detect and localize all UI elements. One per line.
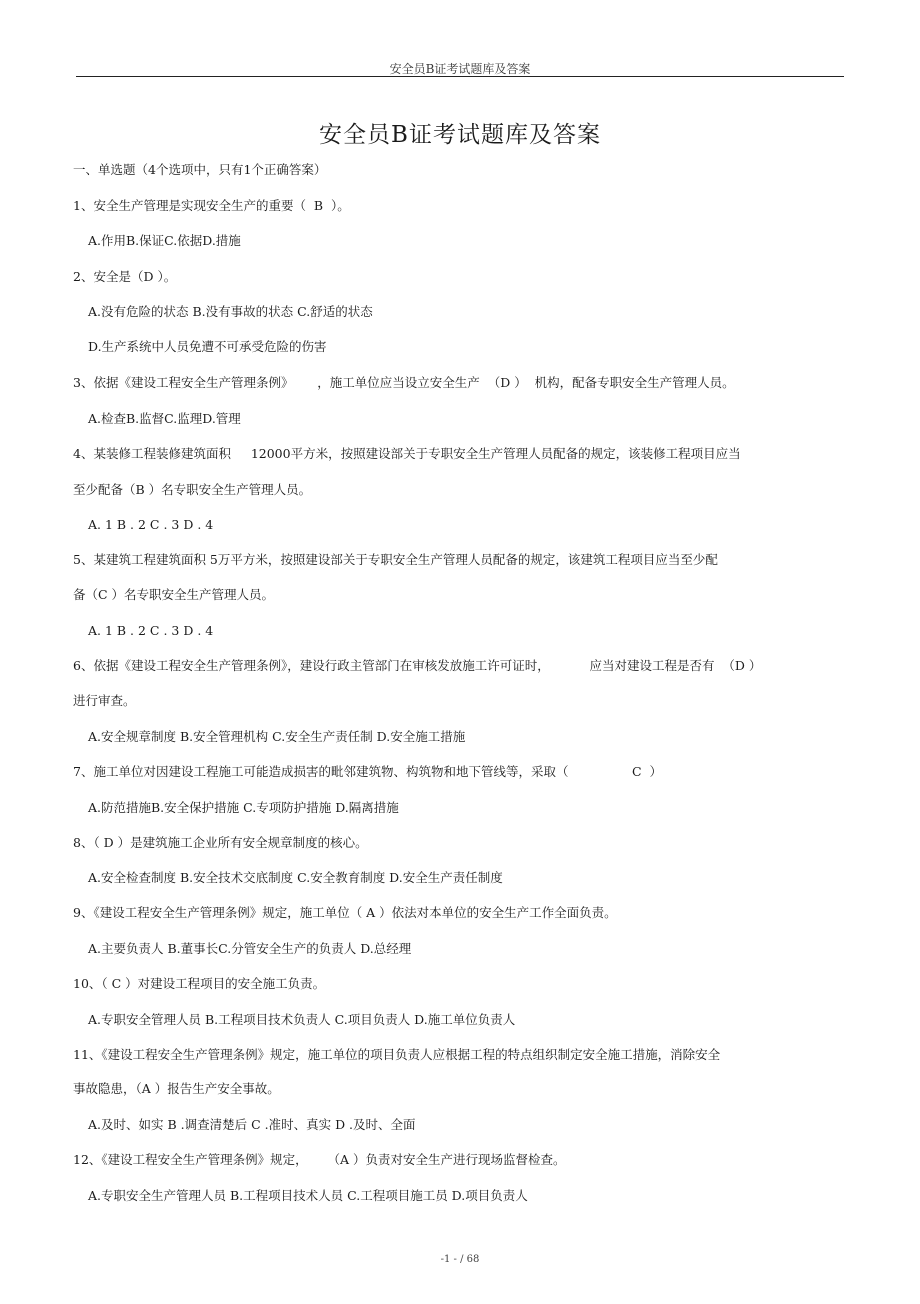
options-line: A.防范措施B.安全保护措施 C.专项防护措施 D.隔离措施 — [88, 800, 399, 815]
question-line: 进行审查。 — [73, 693, 136, 708]
section-heading: 一、单选题（4个选项中，只有1个正确答案） — [73, 162, 327, 177]
options-line: A.主要负责人 B.董事长C.分管安全生产的负责人 D.总经理 — [88, 941, 412, 956]
question-line: 11、《建设工程安全生产管理条例》规定，施工单位的项目负责人应根据工程的特点组织制定安全施工措施，消除安全 — [73, 1047, 721, 1062]
document-title: 安全员B证考试题库及答案 — [319, 122, 601, 148]
running-header-title: 安全员B证考试题库及答案 — [389, 62, 531, 76]
question-line: 12、《建设工程安全生产管理条例》规定， （A ）负责对安全生产进行现场监督检查。 — [73, 1152, 566, 1167]
options-line: A.没有危险的状态 B.没有事故的状态 C.舒适的状态 — [88, 304, 373, 319]
question-line: 1、安全生产管理是实现安全生产的重要（ B ）。 — [73, 198, 350, 213]
question-line: 3、依据《建设工程安全生产管理条例》 ，施工单位应当设立安全生产 （D ） 机构，配备专职安全生产管理人员。 — [73, 375, 735, 390]
options-line: A.安全检查制度 B.安全技术交底制度 C.安全教育制度 D.安全生产责任制度 — [88, 870, 503, 885]
options-line: A.专职安全生产管理人员 B.工程项目技术人员 C.工程项目施工员 D.项目负责人 — [88, 1188, 528, 1203]
question-line: 9、《建设工程安全生产管理条例》规定，施工单位（ A ）依法对本单位的安全生产工作全面负责。 — [73, 905, 617, 920]
options-line: A.检查B.监督C.监理D.管理 — [88, 411, 241, 426]
header-divider — [76, 76, 844, 77]
question-line: 至少配备（B ）名专职安全生产管理人员。 — [73, 482, 312, 497]
page-number: -1 - / 68 — [440, 1254, 480, 1265]
question-line: 4、某装修工程装修建筑面积 12000平方米，按照建设部关于专职安全生产管理人员配备的规定，该装修工程项目应当 — [73, 446, 741, 461]
question-line: 2、安全是（D ）。 — [73, 269, 177, 284]
options-line: D.生产系统中人员免遭不可承受危险的伤害 — [88, 339, 327, 354]
question-line: 6、依据《建设工程安全生产管理条例》，建设行政主管部门在审核发放施工许可证时， 应当对建设工程是否有 （D ） — [73, 658, 762, 673]
question-line: 事故隐患，（A ）报告生产安全事故。 — [73, 1081, 280, 1096]
question-line: 8、（ D ）是建筑施工企业所有安全规章制度的核心。 — [73, 835, 368, 850]
question-line: 7、施工单位对因建设工程施工可能造成损害的毗邻建筑物、构筑物和地下管线等，采取（ C ） — [73, 764, 663, 779]
options-line: A.作用B.保证C.依据D.措施 — [88, 233, 241, 248]
question-line: 5、某建筑工程建筑面积 5万平方米，按照建设部关于专职安全生产管理人员配备的规定，该建筑工程项目应当至少配 — [73, 552, 718, 567]
question-line: 10、（ C ）对建设工程项目的安全施工负责。 — [73, 976, 326, 991]
options-line: A.安全规章制度 B.安全管理机构 C.安全生产责任制 D.安全施工措施 — [88, 729, 466, 744]
options-line: A.及时、如实 B .调查清楚后 C .准时、真实 D .及时、全面 — [88, 1117, 416, 1132]
options-line: A.专职安全管理人员 B.工程项目技术负责人 C.项目负责人 D.施工单位负责人 — [88, 1012, 516, 1027]
options-line: A. 1 B . 2 C . 3 D . 4 — [88, 623, 214, 638]
question-line: 备（C ）名专职安全生产管理人员。 — [73, 587, 275, 602]
options-line: A. 1 B . 2 C . 3 D . 4 — [88, 517, 214, 532]
